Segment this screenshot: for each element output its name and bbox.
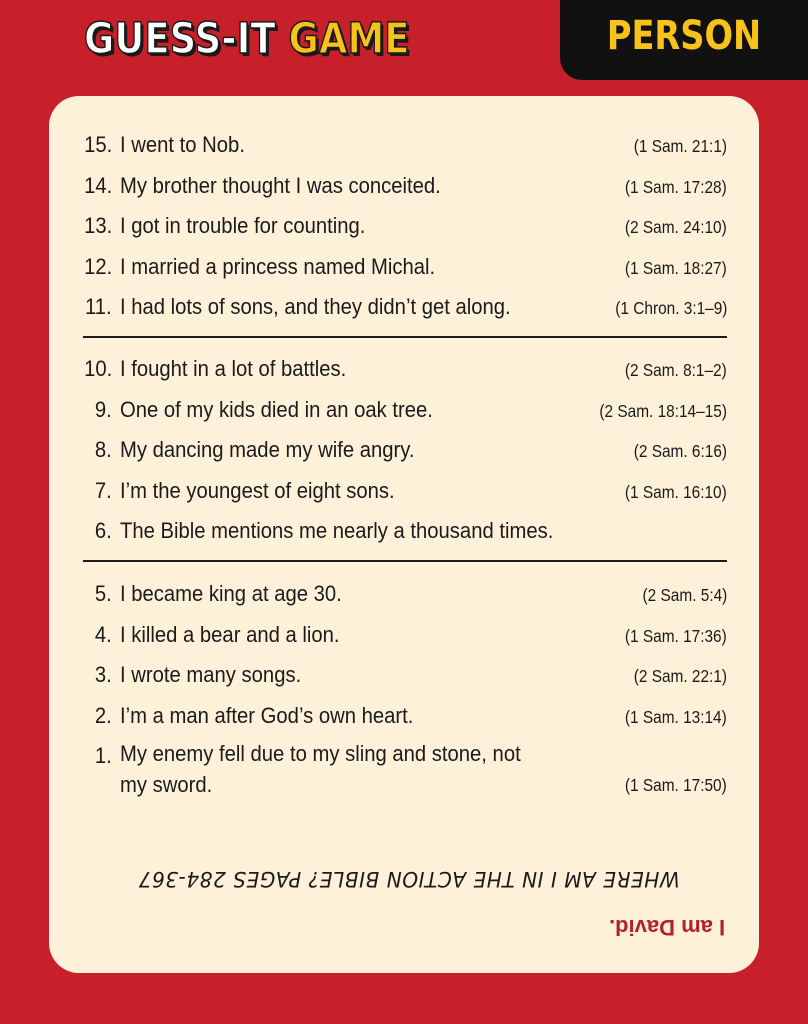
clue-row (83, 205, 727, 246)
clue-row (83, 695, 727, 736)
clue-reference: (1 Sam. 17:50) (625, 775, 727, 795)
clue-reference: (1 Sam. 18:27) (625, 257, 727, 278)
clue-text: One of my kids died in an oak tree. (120, 396, 433, 422)
clue-text: I married a princess named Michal. (120, 253, 436, 279)
clue-row (83, 124, 727, 165)
clue-number: 1. (95, 743, 112, 768)
clue-reference: (1 Sam. 13:14) (625, 706, 727, 727)
game-title (84, 14, 410, 64)
clue-group-3 (83, 573, 727, 805)
clue-row (83, 246, 727, 287)
clue-number: 2. (95, 702, 112, 728)
clue-text: The Bible mentions me nearly a thousand times. (120, 518, 554, 543)
clue-number: 7. (95, 477, 112, 503)
clue-text: I went to Nob. (120, 132, 245, 157)
category-label: PERSON (606, 13, 762, 59)
clue-number: 9. (95, 396, 112, 422)
clue-number: 15. (83, 132, 112, 157)
clue-number: 11. (85, 294, 112, 319)
clue-number: 14. (83, 172, 112, 198)
clue-row (83, 614, 727, 655)
section-divider (83, 336, 727, 338)
clue-text: I killed a bear and a lion. (120, 621, 340, 647)
clue-text: I became king at age 30. (120, 581, 342, 606)
clue-row (83, 389, 727, 430)
clue-number: 8. (95, 437, 112, 462)
clue-text: My brother thought I was conceited. (120, 172, 441, 198)
clue-text: I got in trouble for counting. (120, 213, 366, 238)
clue-reference: (2 Sam. 6:16) (633, 441, 727, 461)
clue-group-2 (83, 348, 727, 551)
clue-row (83, 348, 727, 389)
clue-row (83, 429, 727, 470)
clue-reference: (2 Sam. 5:4) (642, 585, 727, 605)
clue-reference: (2 Sam. 8:1–2) (625, 360, 727, 380)
clue-row (83, 735, 727, 805)
clue-row (83, 165, 727, 206)
clue-number: 13. (83, 213, 112, 238)
clue-reference: (1 Chron. 3:1–9) (614, 298, 727, 318)
clue-row (83, 654, 727, 695)
clue-reference: (1 Sam. 17:28) (625, 176, 727, 197)
clue-number: 5. (95, 581, 112, 606)
clue-card (49, 96, 759, 973)
clue-number: 3. (95, 662, 112, 687)
clue-row (83, 573, 727, 614)
clue-reference: (1 Sam. 17:36) (625, 625, 727, 646)
answer-text: I am David. (609, 915, 726, 940)
clue-number: 10. (83, 356, 112, 381)
clue-text: I’m the youngest of eight sons. (120, 477, 395, 503)
title-game: GAME (288, 14, 410, 64)
clue-group-1 (83, 124, 727, 327)
clue-reference: (2 Sam. 18:14–15) (599, 400, 727, 421)
location-question: WHERE AM I IN THE ACTION BIBLE? PAGES 284-367 (138, 867, 680, 891)
title-guess-it: GUESS-IT (84, 14, 276, 64)
clue-text: My enemy fell due to my sling and stone, not my sword. (120, 741, 521, 797)
clue-text: I had lots of sons, and they didn’t get along. (120, 294, 511, 319)
clue-row (83, 286, 727, 327)
clue-text: My dancing made my wife angry. (120, 437, 415, 462)
clue-number: 6. (95, 518, 112, 543)
clue-text: I fought in a lot of battles. (120, 356, 347, 381)
section-divider (83, 560, 727, 562)
clue-reference: (2 Sam. 22:1) (633, 666, 727, 686)
clue-number: 12. (83, 253, 112, 279)
category-tab (560, 0, 808, 80)
clue-reference: (2 Sam. 24:10) (625, 217, 727, 237)
clue-number: 4. (95, 621, 112, 647)
clue-reference: (1 Sam. 16:10) (625, 481, 727, 502)
clue-reference: (1 Sam. 21:1) (633, 136, 727, 156)
clue-row (83, 510, 727, 551)
clue-row (83, 470, 727, 511)
clue-text: I wrote many songs. (120, 662, 302, 687)
clue-text: I’m a man after God’s own heart. (120, 702, 414, 728)
